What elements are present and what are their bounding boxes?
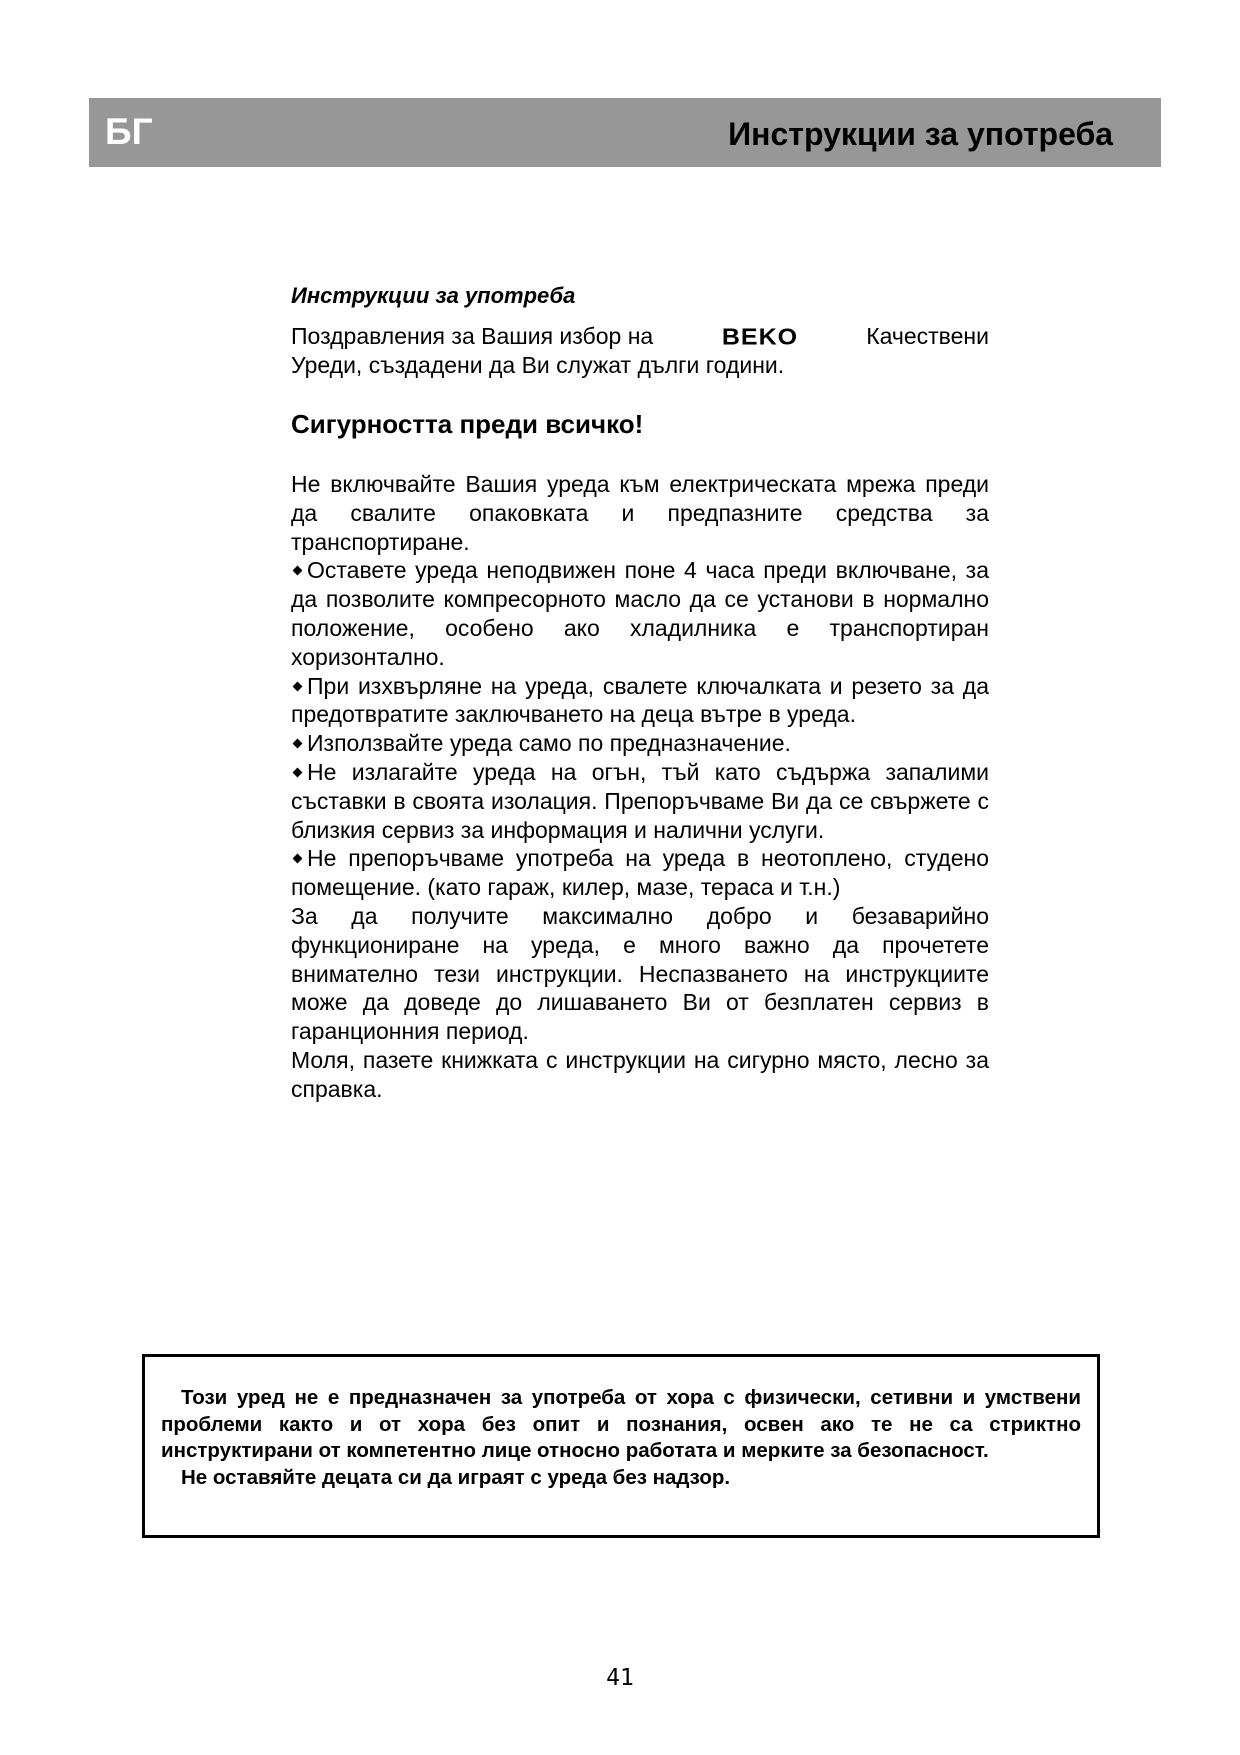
beko-logo (707, 326, 813, 348)
section-title: Инструкции за употреба (291, 283, 576, 308)
safety-bullet: Не препоръчваме употреба на уреда в неотоплено, студено помещение. (като гараж, килер, мазе, тераса и т.н.) (291, 845, 989, 901)
language-code: БГ (105, 111, 153, 152)
safety-text (291, 470, 989, 1104)
diamond-bullet-icon (293, 767, 303, 777)
notice-paragraph: Този уред не е предназначен за употреба от хора с физически, сетивни и умствени проблеми както и от хора без опит и познания, освен ако те не са стриктно инструктирани от компетентно лице относно работата и мерките за безопасност. (161, 1386, 1081, 1462)
safety-bullet: При изхвърляне на уреда, свалете ключалката и резето за да предотвратите заключването на деца вътре в уреда. (291, 672, 989, 728)
safety-paragraph: Не включвайте Вашия уреда към електрическата мрежа преди да свалите опаковката и предпазните средства за транспортиране. (291, 471, 989, 555)
diamond-bullet-icon (293, 566, 303, 576)
intro-text-line2: Уреди, създадени да Ви служат дълги години. (291, 352, 785, 378)
safety-bullet: Не излагайте уреда на огън, тъй като съдържа запалими съставки в своята изолация. Препоръчваме Ви да се свържете с близкия сервиз за информация и налични услуги. (291, 758, 989, 843)
safety-paragraph: Моля, пазете книжката с инструкции на сигурно място, лесно за справка. (291, 1046, 989, 1102)
safety-bullet: Използвайте уреда само по предназначение. (291, 729, 989, 758)
intro-paragraph (291, 322, 989, 380)
safety-heading: Сигурността преди всичко! (291, 409, 644, 439)
diamond-bullet-icon (293, 681, 303, 691)
intro-text-start: Поздравления за Вашия избор на (291, 323, 654, 349)
page-number: 41 (606, 1665, 634, 1691)
warning-notice-box (142, 1354, 1100, 1538)
header-title: Инструкции за употреба (728, 116, 1113, 152)
diamond-bullet-icon (293, 739, 303, 749)
notice-paragraph: Не оставяйте децата си да играят с уреда без надзор. (181, 1465, 731, 1489)
main-content (291, 282, 989, 1104)
diamond-bullet-icon (293, 854, 303, 864)
svg-text:BEKO: BEKO (721, 325, 798, 348)
intro-text-end: Качествени (866, 323, 989, 349)
page-header (89, 98, 1161, 167)
safety-paragraph: За да получите максимално добро и безаварийно функциониране на уреда, е много важно да прочетете внимателно тези инструкции. Неспазването на инструкциите може да доведе до лишаването Ви от безплатен сервиз в гаранционния период. (291, 902, 989, 1045)
safety-bullet: Оставете уреда неподвижен поне 4 часа преди включване, за да позволите компресорното масло да се установи в нормално положение, особено ако хладилника е транспортиран хоризонтално. (291, 557, 989, 670)
